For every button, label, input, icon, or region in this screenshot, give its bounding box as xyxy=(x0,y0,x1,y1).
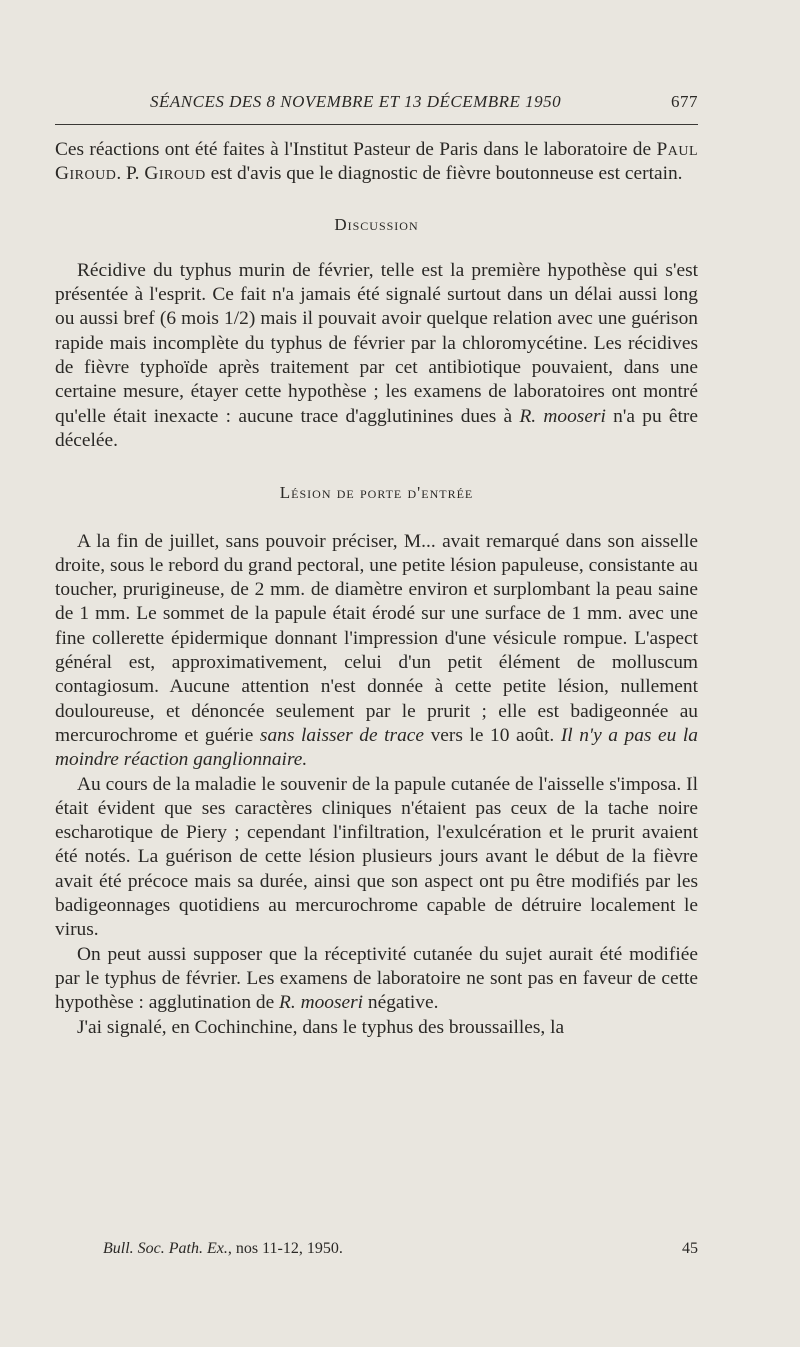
species-name: R. mooseri xyxy=(279,992,364,1014)
author-name: Paul Giroud xyxy=(55,139,698,185)
running-head-title: SÉANCES DES 8 NOVEMBRE ET 13 DÉCEMBRE 1950 xyxy=(150,92,562,111)
page-body xyxy=(55,138,698,1040)
paragraph-lesion-description: A la fin de juillet, sans pouvoir préciser, M... avait remarqué dans son aisselle droite, sous le rebord du grand pectoral, une petite lésion papuleuse, consistante au toucher, prurigineuse, de 2 mm. de diamètre environ et surplombant la peau saine de 1 mm. Le sommet de la papule était érodé sur une surface de 1 mm. avec une fine collerette épidermique donnant l'impression d'une vésicule rompue. L'aspect général est, approximativement, celui d'un petit élément de molluscum contagiosum. Aucune attention n'est donnée à cette petite lésion, nullement douloureuse, et dénoncée seulement par le prurit ; elle est badigeonnée au mercurochrome et guérie sans laisser de trace vers le 10 août. Il n'y a pas eu la moindre réaction ganglionnaire. xyxy=(55,530,698,771)
author-name: Giroud xyxy=(144,163,206,185)
species-name: R. mooseri xyxy=(519,405,606,427)
page-footer xyxy=(55,1240,698,1262)
header-rule xyxy=(55,124,698,125)
signature-mark: 45 xyxy=(682,1240,698,1257)
paragraph-receptivite: On peut aussi supposer que la réceptivité cutanée du sujet aurait été modifiée par le typhus de février. Les examens de laboratoire ne sont pas en faveur de cette hypothèse : agglutination de R. mooseri négative. xyxy=(55,943,698,1014)
running-head xyxy=(55,92,698,116)
journal-reference: Bull. Soc. Path. Ex., nos 11-12, 1950. xyxy=(103,1240,343,1257)
paragraph-discussion: Récidive du typhus murin de février, telle est la première hypothèse qui s'est présentée à l'esprit. Ce fait n'a jamais été signalé surtout dans un délai aussi long ou aussi bref (6 mois 1/2) mais il pouvait avoir quelque relation avec une guérison rapide mais incomplète du typhus de février par la chloromycétine. Les récidives de fièvre typhoïde après traitement par cet antibiotique pouvaient, dans une certaine mesure, étayer cette hypothèse ; les examens de laboratoires ont montré qu'elle était inexacte : aucune trace d'agglutinines dues à R. mooseri n'a pu être décelée. xyxy=(55,259,698,451)
section-heading-lesion: Lésion de porte d'entrée xyxy=(279,483,474,503)
paragraph-maladie: Au cours de la maladie le souvenir de la papule cutanée de l'aisselle s'imposa. Il était évident que ses caractères cliniques n'étaient pas ceux de la tache noire escharotique de Piery ; cependant l'infiltration, l'exulcération et le prurit avaient été notés. La guérison de cette lésion plusieurs jours avant le début de la fièvre avait été précoce mais sa durée, ainsi que son aspect ont pu être modifiés par les badigeonnages quotidiens au mercurochrome capable de détruire localement le virus. xyxy=(55,773,698,941)
page-number: 677 xyxy=(671,92,698,111)
paragraph-institut-pasteur: Ces réactions ont été faites à l'Institut Pasteur de Paris dans le laboratoire de Paul Giroud. P. Giroud est d'avis que le diagnostic de fièvre boutonneuse est certain. xyxy=(55,139,698,185)
paragraph-cochinchine: J'ai signalé, en Cochinchine, dans le typhus des broussailles, la xyxy=(77,1016,565,1038)
section-heading-discussion: Discussion xyxy=(334,214,419,234)
